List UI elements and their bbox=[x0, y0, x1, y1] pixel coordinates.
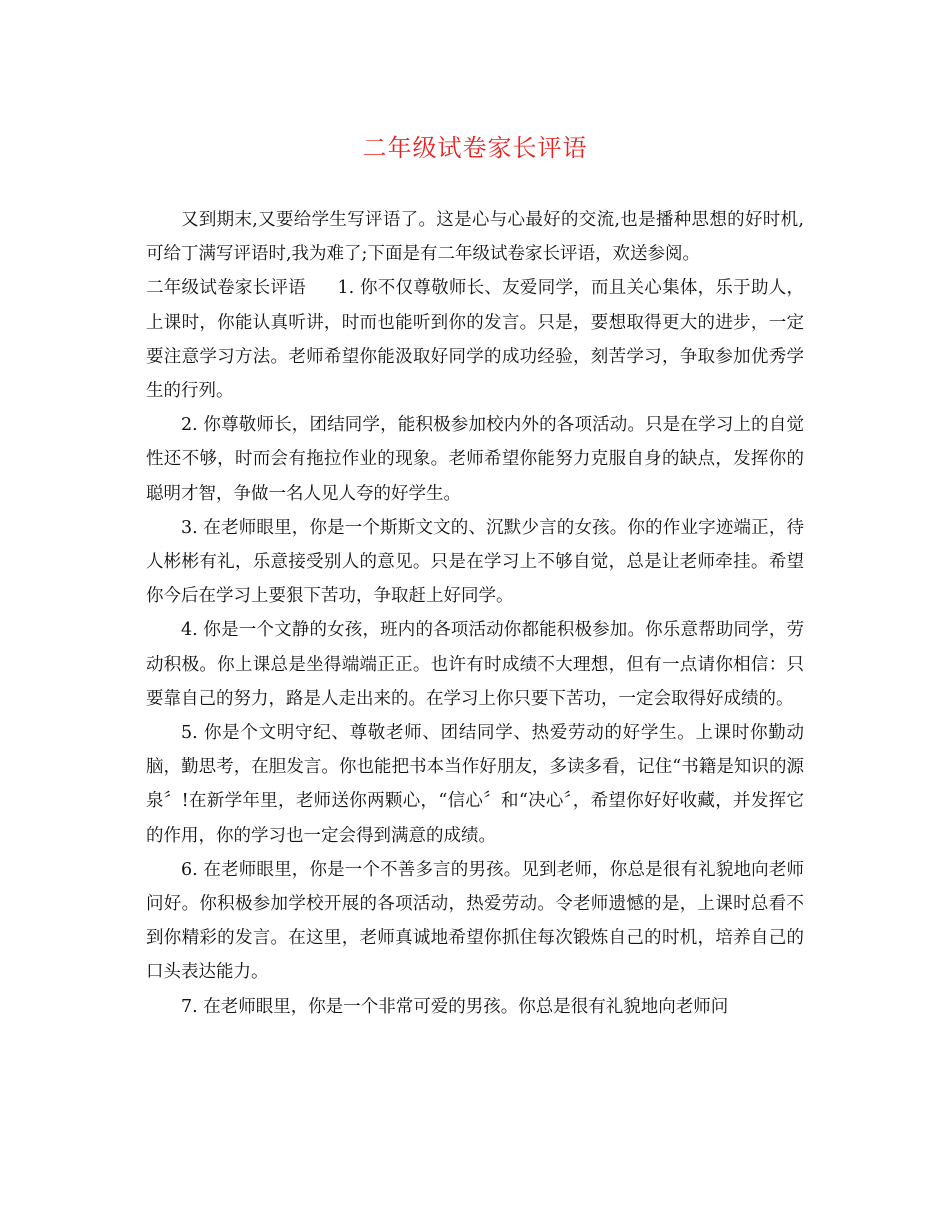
comment-item-3: 3. 在老师眼里，你是一个斯斯文文的、沉默少言的女孩。你的作业字迹端正，待人彬彬有礼，乐意接受别人的意见。只是在学习上不够自觉，总是让老师牵挂。希望你今后在学习上要狠下苦功，争取赶上好同学。 bbox=[146, 517, 804, 607]
document-title: 二年级试卷家长评语 bbox=[362, 134, 588, 162]
comment-item-1 bbox=[146, 271, 804, 408]
comment-item-6: 6. 在老师眼里，你是一个不善多言的男孩。见到老师，你总是很有礼貌地向老师问好。你积极参加学校开展的各项活动，热爱劳动。令老师遗憾的是，上课时总看不到你精彩的发言。在这里，老师真诚地希望你抓住每次锻炼自己的时机，培养自己的口头表达能力。 bbox=[146, 859, 804, 983]
comment-item-4: 4. 你是一个文静的女孩，班内的各项活动你都能积极参加。你乐意帮助同学，劳动积极。你上课总是坐得端端正正。也许有时成绩不大理想，但有一点请你相信：只要靠自己的努力，路是人走出来的。在学习上你只要下苦功，一定会取得好成绩的。 bbox=[146, 620, 804, 709]
comment-item-2: 2. 你尊敬师长，团结同学，能积极参加校内外的各项活动。只是在学习上的自觉性还不够，时而会有拖拉作业的现象。老师希望你能努力克服自身的缺点，发挥你的聪明才智，争做一名人见人夸的好学生。 bbox=[146, 415, 804, 504]
comment-item-1-text: 1. 你不仅尊敬师长、友爱同学，而且关心集体，乐于助人，上课时，你能认真听讲，时而也能听到你的发言。只是，要想取得更大的进步，一定要注意学习方法。老师希望你能汲取好同学的成功经验，刻苦学习，争取参加优秀学生的行列。 bbox=[146, 278, 805, 402]
section-heading: 二年级试卷家长评语 bbox=[146, 278, 306, 299]
comment-item-7: 7. 在老师眼里，你是一个非常可爱的男孩。你总是很有礼貌地向老师问 bbox=[181, 996, 729, 1017]
intro-paragraph: 又到期末,又要给学生写评语了。这是心与心最好的交流,也是播种思想的好时机,可给丁满写评语时,我为难了;下面是有二年级试卷家长评语，欢送参阅。 bbox=[146, 210, 804, 265]
comment-item-5: 5. 你是个文明守纪、尊敬老师、团结同学、热爱劳动的好学生。上课时你勤动脑，勤思考，在胆发言。你也能把书本当作好朋友，多读多看，记住“书籍是知识的源泉〞!在新学年里，老师送你两颗心，“信心〞和“决心〞，希望你好好收藏，并发挥它的作用，你的学习也一定会得到满意的成绩。 bbox=[146, 723, 804, 846]
document-body bbox=[146, 203, 804, 1024]
